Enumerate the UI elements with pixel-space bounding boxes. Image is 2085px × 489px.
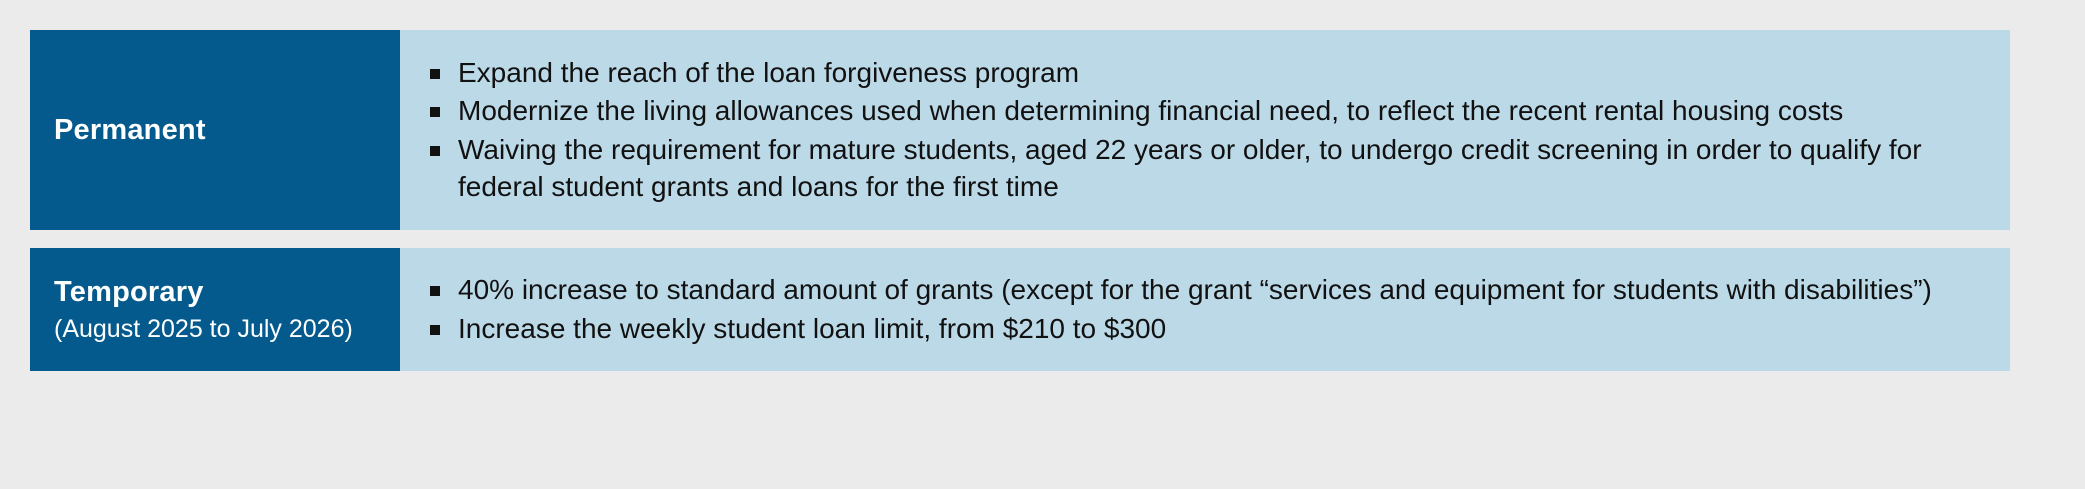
row-label-cell-temporary xyxy=(30,248,400,371)
row-label-cell-permanent xyxy=(30,30,400,230)
list-item xyxy=(424,93,1976,130)
list-item xyxy=(424,132,1976,205)
list-item-text: Modernize the living allowances used when determining financial need, to reflect the recent rental housing costs xyxy=(458,95,1844,127)
bullet-list xyxy=(424,55,1976,206)
table-row xyxy=(30,248,2010,371)
list-item-text: Increase the weekly student loan limit, from $210 to $300 xyxy=(458,312,1167,344)
square-bullet-icon xyxy=(430,69,440,79)
list-item-text: Waiving the requirement for mature students, aged 22 years or older, to undergo credit screening in order to qualify for federal student grants and loans for the first time xyxy=(458,134,1922,202)
bullet-list xyxy=(424,272,1976,347)
table-row xyxy=(30,30,2010,230)
comparison-table xyxy=(30,30,2010,371)
list-item-text: Expand the reach of the loan forgiveness program xyxy=(458,56,1080,88)
list-item xyxy=(424,311,1976,348)
row-label-title: Permanent xyxy=(54,113,206,146)
list-item-text: 40% increase to standard amount of grants (except for the grant “services and equipment for students with disabilities”) xyxy=(458,274,1932,305)
square-bullet-icon xyxy=(430,107,440,117)
row-content-cell-temporary xyxy=(400,248,2010,371)
row-label-subtitle: (August 2025 to July 2026) xyxy=(54,315,353,344)
list-item xyxy=(424,272,1976,309)
square-bullet-icon xyxy=(430,146,440,156)
list-item xyxy=(424,55,1976,92)
square-bullet-icon xyxy=(430,286,440,296)
row-label-title: Temporary xyxy=(54,275,204,308)
row-content-cell-permanent xyxy=(400,30,2010,230)
square-bullet-icon xyxy=(430,325,440,335)
